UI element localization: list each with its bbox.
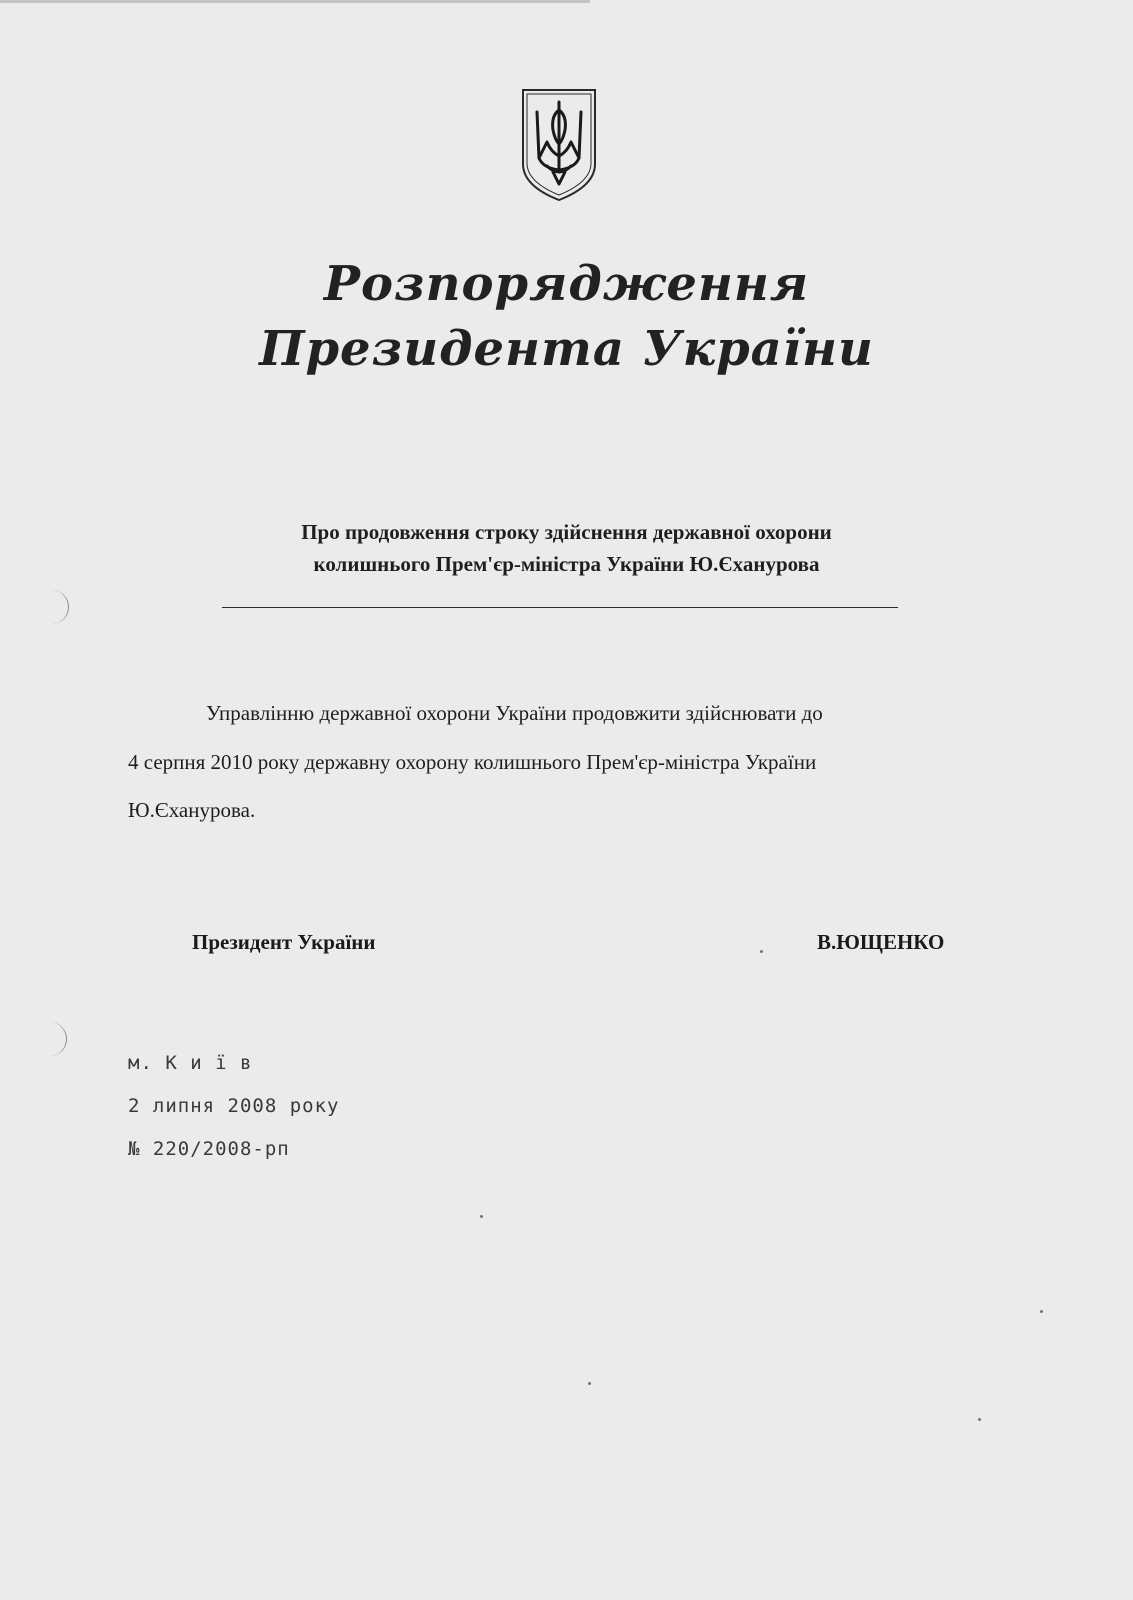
document-number: № 220/2008-рп [128, 1138, 290, 1160]
body-line1: Управлінню державної охорони України продовжити здійснювати до [206, 701, 823, 725]
scan-speck [760, 950, 763, 953]
document-title-line1: Розпорядження [323, 256, 810, 312]
subject-line1: Про продовження строку здійснення державної охорони [301, 520, 832, 544]
scan-top-edge [0, 0, 590, 3]
signature-title: Президент України [192, 930, 376, 954]
body-line2: 4 серпня 2010 року державну охорону колишнього Прем'єр-міністра України [128, 750, 817, 774]
subject-line2: колишнього Прем'єр-міністра України Ю.Єханурова [313, 552, 820, 576]
scan-speck [480, 1215, 483, 1218]
document-title-line2: Президента України [259, 321, 874, 377]
scan-speck [978, 1418, 981, 1421]
subject-underline [222, 607, 898, 608]
punch-hole-mark [44, 1022, 67, 1056]
signature-name: В.ЮЩЕНКО [817, 930, 945, 954]
punch-hole-mark [46, 590, 69, 624]
issue-date: 2 липня 2008 року [128, 1095, 340, 1117]
scan-speck [1040, 1310, 1043, 1313]
coat-of-arms-trident-icon [517, 86, 601, 204]
body-line3: Ю.Єханурова. [128, 798, 256, 822]
scan-speck [588, 1382, 591, 1385]
issue-city: м. К и ї в [128, 1052, 253, 1074]
